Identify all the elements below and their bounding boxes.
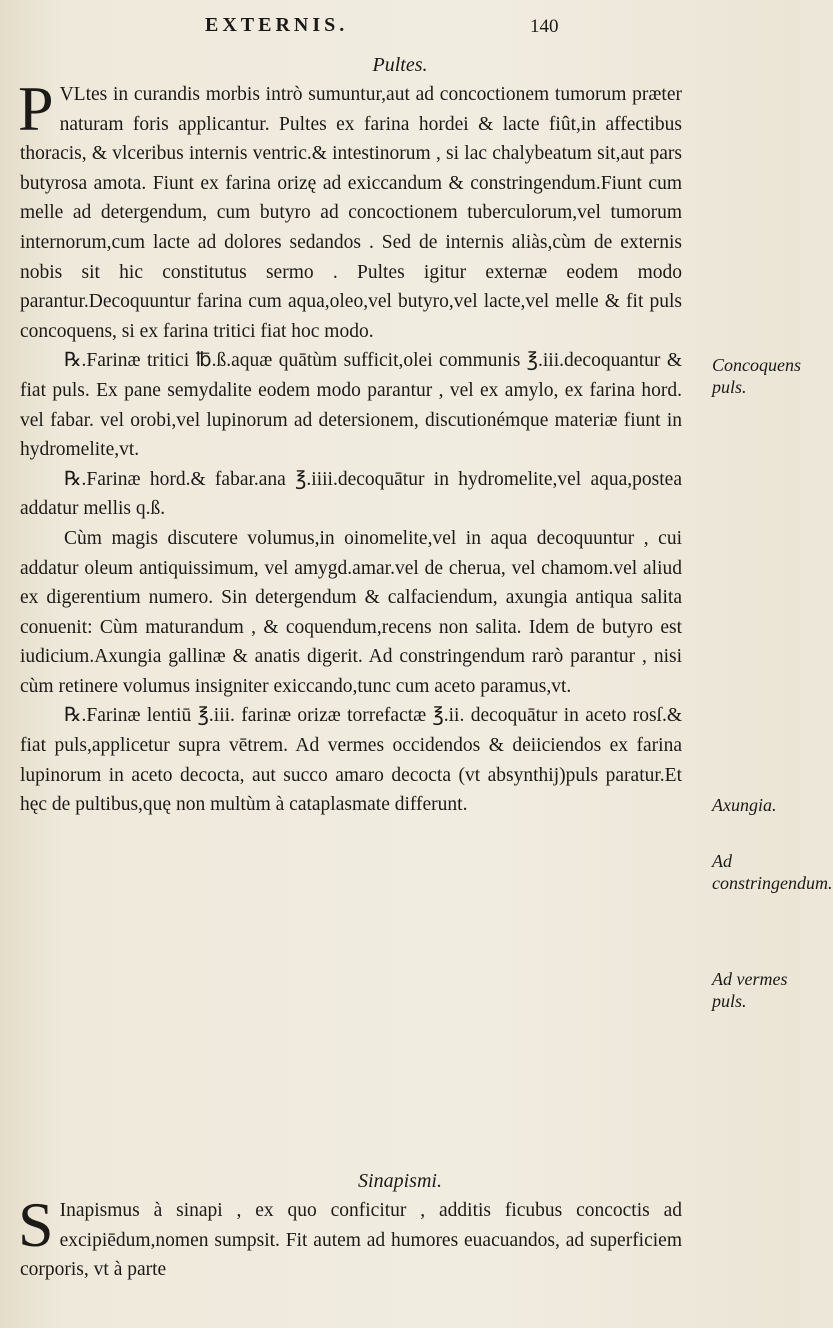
page-number: 140 (530, 16, 559, 37)
paragraph-text: Inapismus à sinapi , ex quo conficitur , additis ficubus concoctis ad excipiēdum,nomen sumpsit. Fit autem ad humores euacuandos, ad superficiem corporis, vt à parte (20, 1200, 682, 1281)
section-title-sinapismi: Sinapismi. (358, 1170, 442, 1192)
running-title: EXTERNIS. (205, 14, 349, 36)
section-sinapismi-body (18, 1189, 682, 1285)
margin-note-vermes: Ad vermes puls. (712, 969, 788, 1011)
paragraph-text: VLtes in curandis morbis intrò sumuntur,aut ad concoctionem tumorum præter naturam foris applicantur. Pultes ex farina hordei & lacte fiût,in affectibus thoracis, & vlceribus internis ventric.& intestinorum , si lac chalybeatum sit,aut pars butyrosa amota. Fiunt ex farina orizę ad exiccandum & constringendum.Fiunt cum melle ad detergendum, cum butyro ad concoctionem tuberculorum,vel tumorum internorum,cum lacte ad dolores sedandos . Sed de internis aliàs,cùm de externis nobis sit hic constitutus sermo . Pultes igitur externæ eodem modo parantur.Decoquuntur farina cum aqua,oleo,vel butyro,vel lacte,vel melle & fit puls concoquens, si ex farina tritici fiat hoc modo. (20, 84, 682, 342)
margin-note-constringendum: Ad constringendum. (712, 851, 833, 893)
margin-note-concoquens: Concoquens puls. (712, 355, 801, 397)
paragraph: ℞.Farinæ tritici ℔.ß.aquæ quātùm sufficit,olei communis ℥.iii.decoquantur & fiat puls. Ex pane semydalite eodem modo parantur , vel ex amylo, ex farina hord. vel fabar. vel orobi,vel lupinorum ad detersionem, discutionémque materiæ fiunt in hydromelite,vt. (20, 350, 682, 461)
drop-cap: P (18, 73, 54, 144)
paragraph: ℞.Farinæ hord.& fabar.ana ℥.iiii.decoquātur in hydromelite,vel aqua,postea addatur mellis q.ß. (20, 468, 682, 520)
drop-cap: S (18, 1189, 54, 1260)
section-pultes-body (18, 73, 682, 820)
section-title-pultes: Pultes. (372, 54, 428, 76)
paragraph (18, 1189, 682, 1285)
paragraph (18, 73, 682, 346)
margin-note-axungia: Axungia. (712, 795, 777, 815)
paragraph: Cùm magis discutere volumus,in oinomelite,vel in aqua decoquuntur , cui addatur oleum antiquissimum, vel amygd.amar.vel de cherua, vel chamom.vel aliud ex digerentium numero. Sin detergendum & calfaciendum, axungia antiqua salita conuenit: Cùm maturandum , & coquendum,recens non salita. Idem de butyro est iudicium.Axungia gallinæ & anatis digerit. Ad constringendum rarò parantur , nisi cùm retinere volumus insigniter exiccando,tunc cum aceto paramus,vt. (20, 527, 682, 697)
paragraph: ℞.Farinæ lentiū ℥.iii. farinæ orizæ torrefactæ ℥.ii. decoquātur in aceto rosſ.& fiat puls,applicetur supra vētrem. Ad vermes occidendos & deiiciendos ex farina lupinorum in aceto decocta, aut succo amaro decocta (vt absynthij)puls paratur.Et hęc de pultibus,quę non multùm à cataplasmate differunt. (20, 705, 682, 816)
